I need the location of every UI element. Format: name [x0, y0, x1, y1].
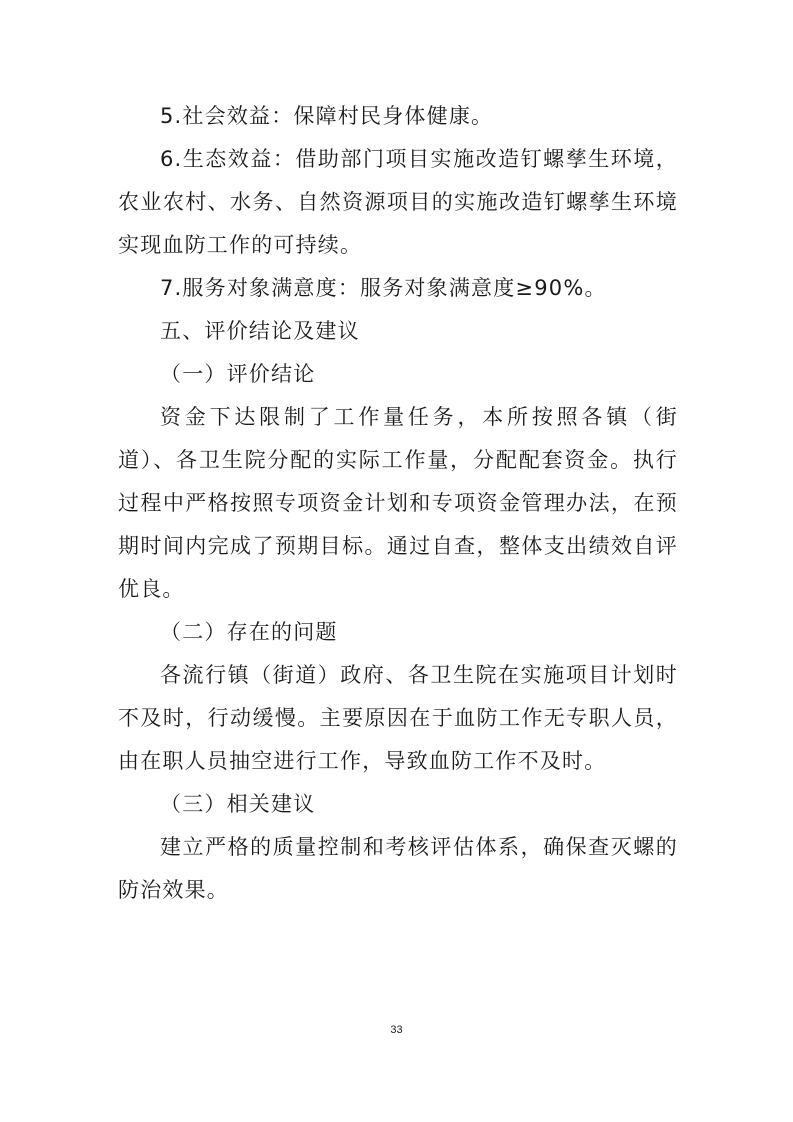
subheading-evaluation-conclusion: （一）评价结论	[160, 362, 316, 386]
ecological-benefit-paragraph: 6.生态效益：借助部门项目实施改造钉螺孳生环境，农业农村、水务、自然资源项目的实施改造钉螺孳生环境实现血防工作的可持续。	[118, 147, 678, 257]
social-benefit-paragraph: 5.社会效益：保障村民身体健康。	[160, 104, 494, 128]
satisfaction-paragraph: 7.服务对象满意度：服务对象满意度≥90%。	[160, 276, 607, 300]
section-heading-conclusion-suggestions: 五、评价结论及建议	[160, 319, 360, 343]
suggestions-paragraph: 建立严格的质量控制和考核评估体系，确保查灭螺的防治效果。	[118, 835, 678, 902]
conclusion-paragraph: 资金下达限制了工作量任务，本所按照各镇（街道）、各卫生院分配的实际工作量，分配配套资金。执行过程中严格按照专项资金计划和专项资金管理办法，在预期时间内完成了预期目标。通过自查，整体支出绩效自评优良。	[118, 405, 678, 601]
subheading-related-suggestions: （三）相关建议	[160, 792, 316, 816]
subheading-existing-problems: （二）存在的问题	[160, 620, 338, 644]
document-body	[118, 95, 678, 912]
problems-paragraph: 各流行镇（街道）政府、各卫生院在实施项目计划时不及时，行动缓慢。主要原因在于血防工作无专职人员，由在职人员抽空进行工作，导致血防工作不及时。	[118, 663, 678, 773]
page-number: 33	[390, 1024, 403, 1036]
